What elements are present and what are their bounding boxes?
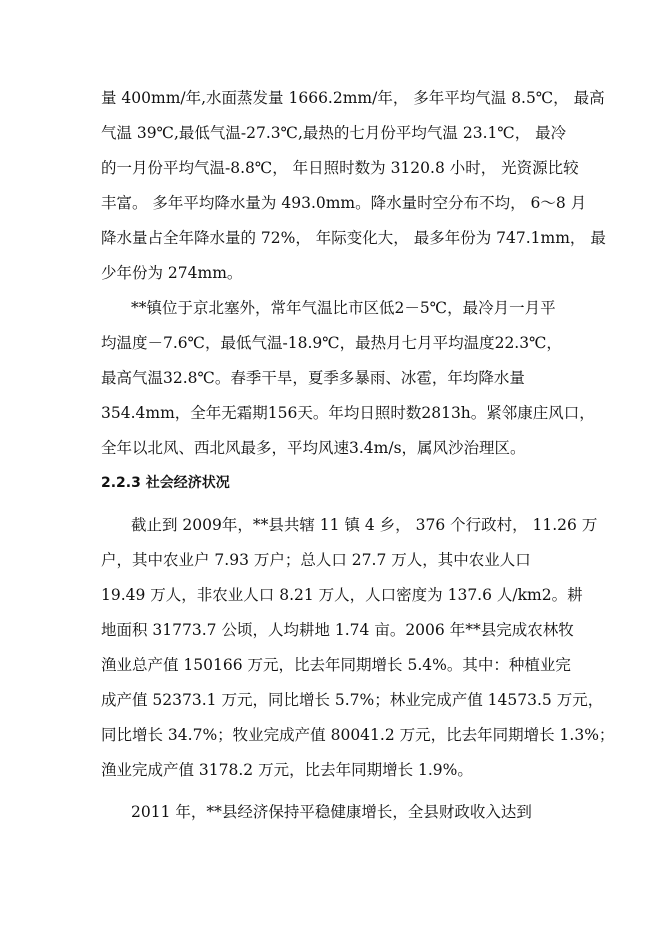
para1-line: 丰富。 多年平均降水量为 493.0mm。降水量时空分布不均， 6～8 月 — [101, 194, 587, 212]
para1-line: 降水量占全年降水量的 72%， 年际变化大， 最多年份为 747.1mm， 最 — [101, 229, 606, 247]
para3-line: 地面积 31773.7 公顷，人均耕地 1.74 亩。2006 年**县完成农林牧 — [101, 621, 574, 639]
para3-line: 渔业总产值 150166 万元，比去年同期增长 5.4%。其中：种植业完 — [101, 656, 571, 674]
para1-line: 气温 39℃,最低气温-27.3℃,最热的七月份平均气温 23.1℃， 最冷 — [101, 124, 567, 142]
para3-line: 19.49 万人，非农业人口 8.21 万人，人口密度为 137.6 人/km2。耕 — [101, 586, 583, 604]
para3-line: 同比增长 34.7%；牧业完成产值 80041.2 万元，比去年同期增长 1.3%； — [101, 726, 615, 744]
para2-line: 均温度－7.6℃，最低气温-18.9℃，最热月七月平均温度22.3℃， — [101, 334, 562, 352]
para1-line: 的一月份平均气温-8.8℃， 年日照时数为 3120.8 小时， 光资源比较 — [101, 159, 579, 177]
para3-line: 户，其中农业户 7.93 万户；总人口 27.7 万人，其中农业人口 — [101, 551, 531, 569]
para1-line: 量 400mm/年,水面蒸发量 1666.2mm/年， 多年平均气温 8.5℃， 最高 — [101, 89, 605, 107]
para3-line: 成产值 52373.1 万元，同比增长 5.7%；林业完成产值 14573.5 万元， — [101, 691, 604, 709]
para3-line: 渔业完成产值 3178.2 万元，比去年同期增长 1.9%。 — [101, 761, 473, 779]
para4-line: 2011 年，**县经济保持平稳健康增长，全县财政收入达到 — [131, 803, 532, 821]
para2-line: 354.4mm，全年无霜期156天。年均日照时数2813h。紧邻康庄风口， — [101, 404, 595, 422]
section-heading: 2.2.3 社会经济状况 — [101, 475, 230, 491]
para3-line: 截止到 2009年，**县共辖 11 镇 4 乡， 376 个行政村， 11.26 万 — [131, 516, 598, 534]
para1-line: 少年份为 274mm。 — [101, 264, 243, 282]
para2-line: 全年以北风、西北风最多，平均风速3.4m/s，属风沙治理区。 — [101, 439, 526, 457]
para2-line: **镇位于京北塞外，常年气温比市区低2－5℃，最冷月一月平 — [131, 299, 556, 317]
para2-line: 最高气温32.8℃。春季干旱，夏季多暴雨、冰雹，年均降水量 — [101, 369, 525, 387]
